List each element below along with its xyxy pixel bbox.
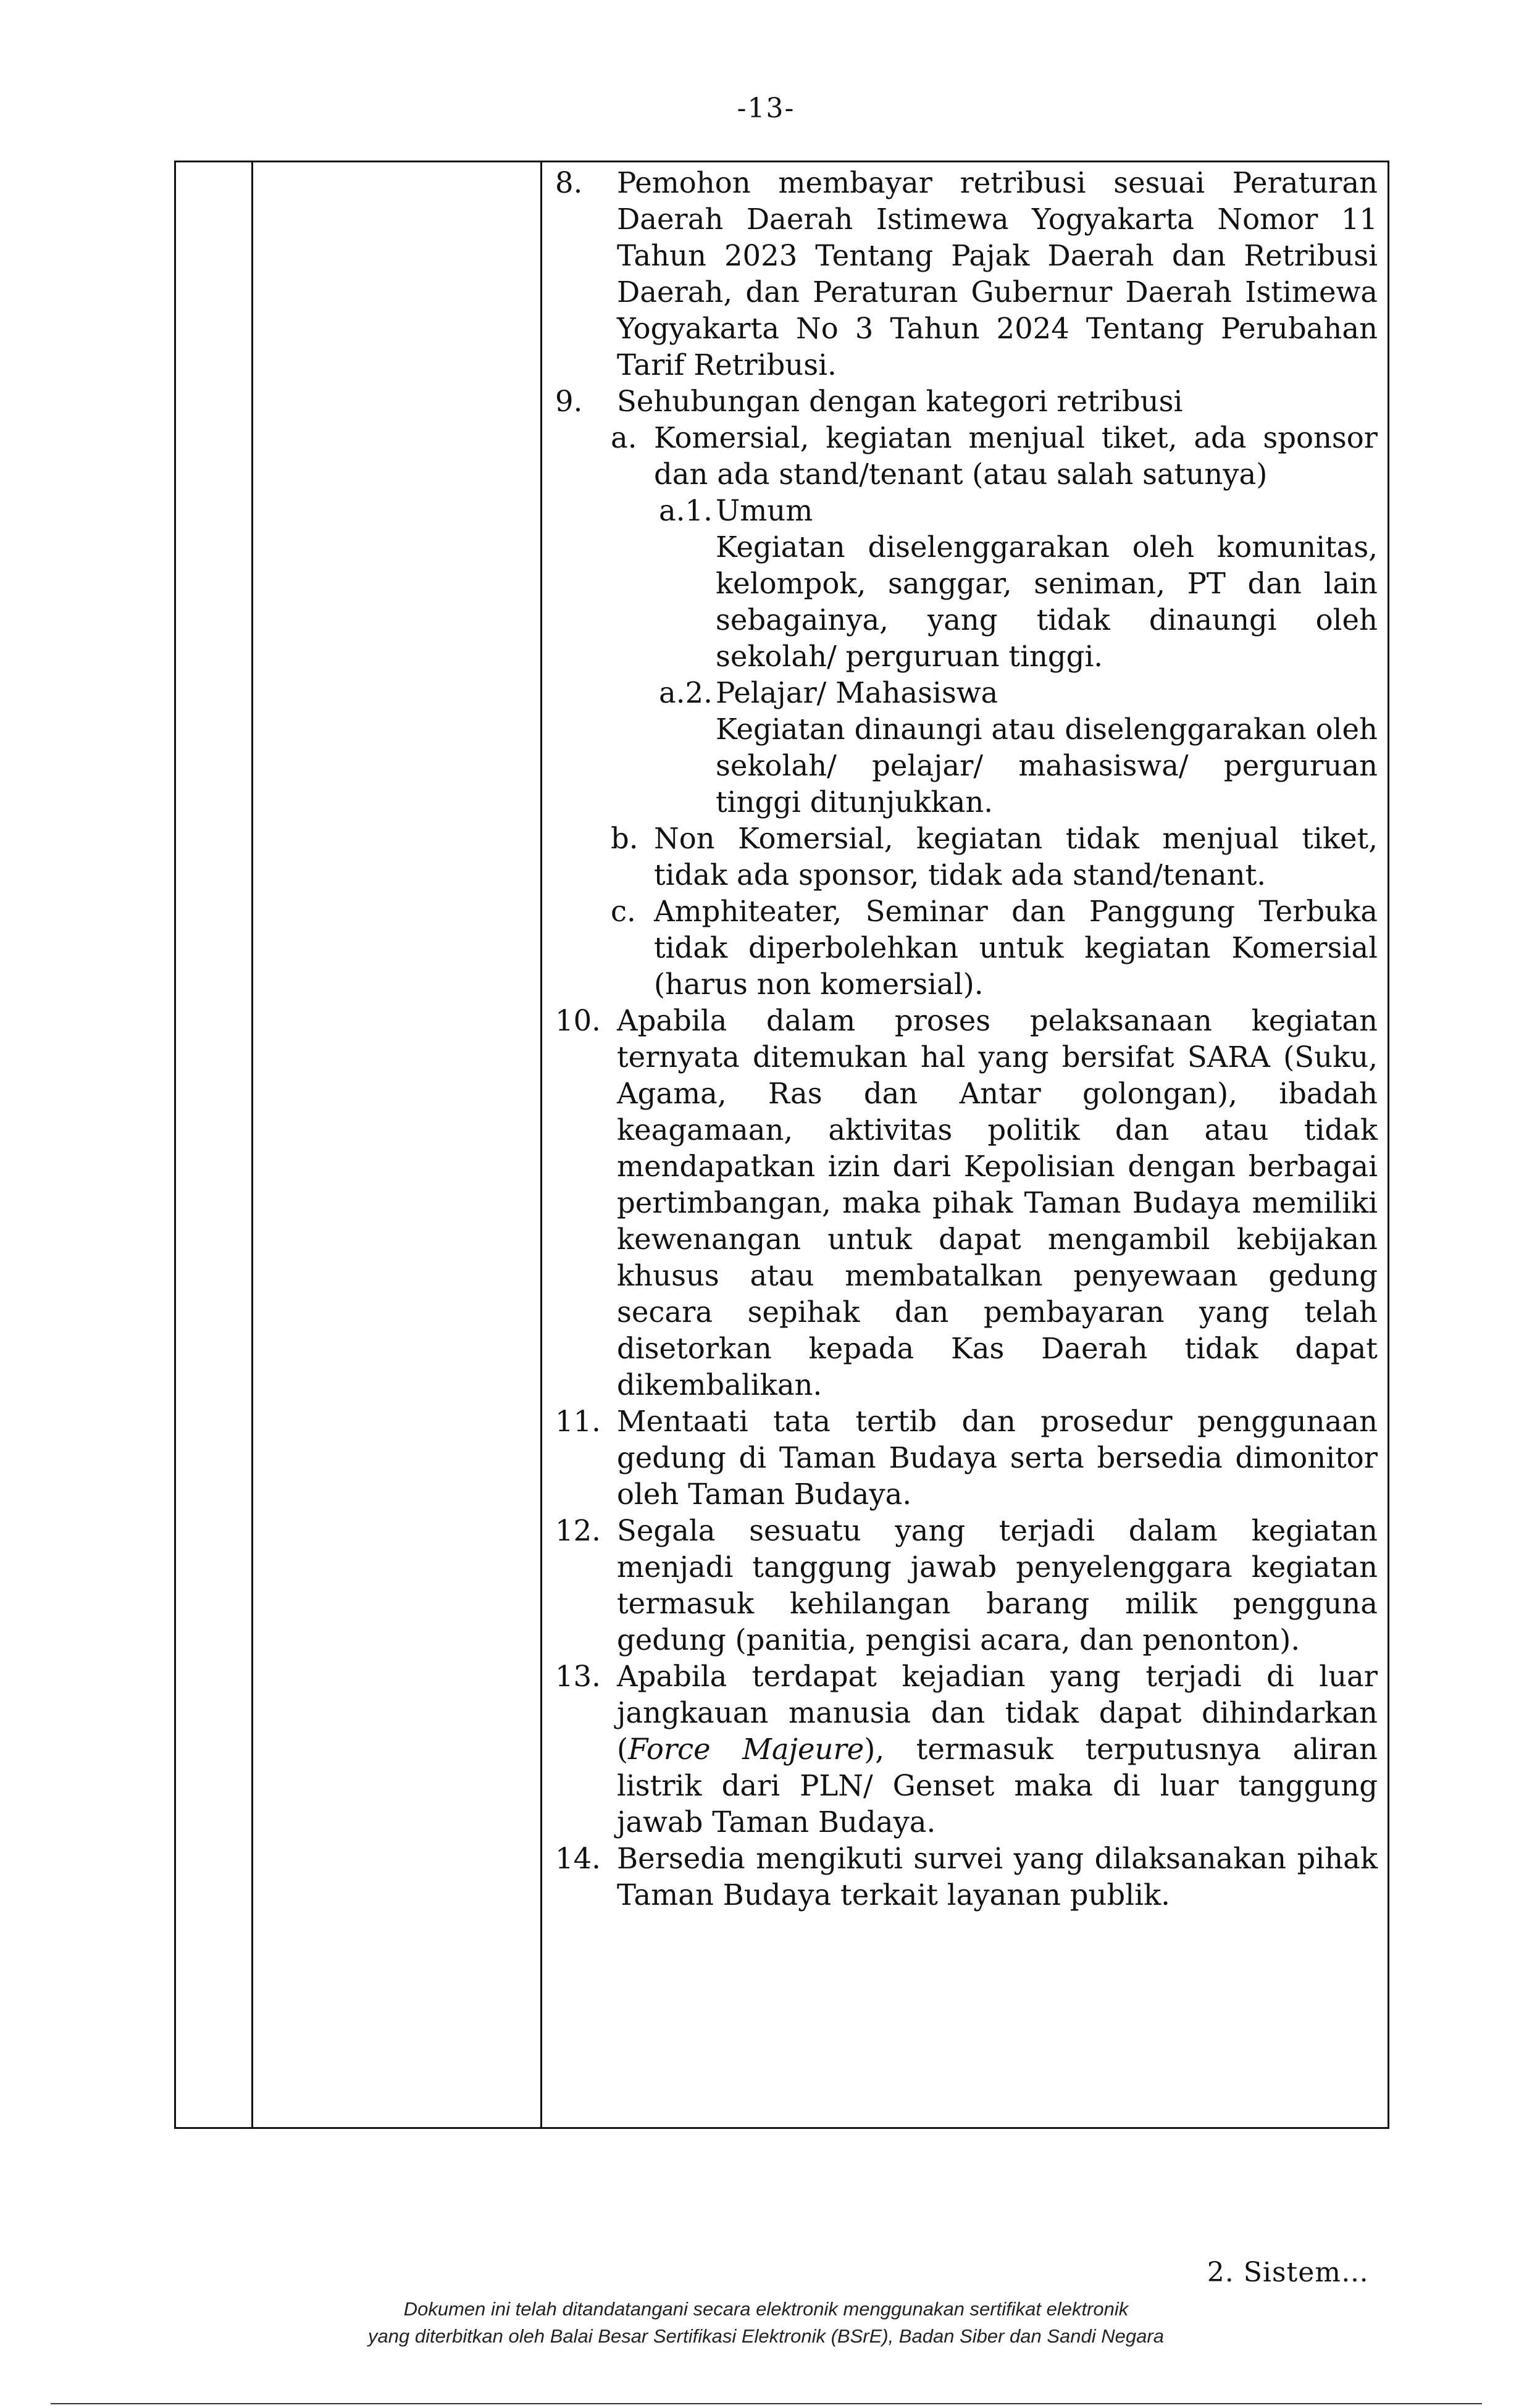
sub-sub-description: Kegiatan dinaungi atau diselenggarakan oleh sekolah/ pelajar/ mahasiswa/ perguruan tinggi ditunjukkan.: [716, 713, 1378, 819]
list-item-12: [555, 1513, 1378, 1658]
item-text: Mentaati tata tertib dan prosedur penggunaan gedung di Taman Budaya serta bersedia dimonitor oleh Taman Budaya.: [617, 1405, 1378, 1511]
item-text-before: Apabila terdapat kejadian yang terjadi di luar jangkauan manusia dan tidak dapat dihindarkan (: [617, 1660, 1378, 1766]
sub-letter: a.: [611, 421, 637, 454]
item-text: Sehubungan dengan kategori retribusi: [617, 385, 1183, 418]
list-item-13: [555, 1658, 1378, 1841]
item-text: Bersedia mengikuti survei yang dilaksanakan pihak Taman Budaya terkait layanan publik.: [617, 1842, 1378, 1912]
requirements-table: [174, 161, 1389, 2129]
item-text: Segala sesuatu yang terjadi dalam kegiatan menjadi tanggung jawab penyelenggara kegiatan termasuk kehilangan barang milik pengguna gedung (panitia, pengisi acara, dan penonton).: [617, 1514, 1378, 1657]
item-text: Pemohon membayar retribusi sesuai Peraturan Daerah Daerah Istimewa Yogyakarta Nomor 11 Tahun 2023 Tentang Pajak Daerah dan Retribusi Daerah, dan Peraturan Gubernur Daerah Istimewa Yogyakarta No 3 Tahun 2024 Tentang Perubahan Tarif Retribusi.: [617, 166, 1378, 382]
sub-sub-item-a2: [555, 675, 1378, 711]
list-item-9: [555, 383, 1378, 420]
item-text-after: ), termasuk terputusnya aliran listrik dari PLN/ Genset maka di luar tanggung jawab Taman Budaya.: [617, 1733, 1378, 1839]
sub-item-c: [555, 893, 1378, 1003]
page-number: -13-: [737, 93, 795, 124]
item-number: 10.: [555, 1004, 601, 1037]
bottom-divider: [51, 2403, 1482, 2404]
item-number: 11.: [555, 1405, 601, 1438]
next-page-reference: 2. Sistem…: [1207, 2257, 1369, 2288]
sub-text: Amphiteater, Seminar dan Panggung Terbuka tidak diperbolehkan untuk kegiatan Komersial (harus non komersial).: [654, 895, 1378, 1001]
sub-sub-item-a1: [555, 493, 1378, 529]
sub-sub-title: Umum: [716, 494, 813, 527]
sub-letter: b.: [611, 822, 638, 855]
list-item-11: [555, 1403, 1378, 1513]
sub-letter: c.: [611, 895, 636, 928]
item-number: 8.: [555, 166, 583, 199]
force-majeure-term: Force Majeure: [628, 1733, 864, 1766]
sub-item-a: [555, 420, 1378, 493]
sub-sub-description: Kegiatan diselenggarakan oleh komunitas, kelompok, sanggar, seniman, PT dan lain sebagainya, yang tidak dinaungi oleh sekolah/ perguruan tinggi.: [716, 530, 1378, 673]
footer-line-2: yang diterbitkan oleh Balai Besar Sertifikasi Elektronik (BSrE), Badan Siber dan Sandi Negara: [368, 2325, 1164, 2347]
item-number: 14.: [555, 1842, 601, 1875]
sub-sub-code: a.2.: [659, 676, 713, 709]
footer-line-1: Dokumen ini telah ditandatangani secara elektronik menggunakan sertifikat elektronik: [403, 2298, 1129, 2320]
sub-text: Komersial, kegiatan menjual tiket, ada sponsor dan ada stand/tenant (atau salah satunya): [654, 421, 1378, 491]
list-item-14: [555, 1841, 1378, 1913]
column-divider-1: [251, 162, 253, 2127]
item-number: 12.: [555, 1514, 601, 1547]
sub-sub-title: Pelajar/ Mahasiswa: [716, 676, 998, 709]
item-text: [617, 1658, 1378, 1841]
list-item-10: [555, 1003, 1378, 1403]
list-item-8: [555, 165, 1378, 383]
e-signature-notice: [0, 2296, 1532, 2350]
sub-sub-code: a.1.: [659, 494, 713, 527]
item-text: Apabila dalam proses pelaksanaan kegiatan ternyata ditemukan hal yang bersifat SARA (Suku, Agama, Ras dan Antar golongan), ibadah keagamaan, aktivitas politik dan atau tidak mendapatkan izin dari Kepolisian dengan berbagai pertimbangan, maka pihak Taman Budaya memiliki kewenangan untuk dapat mengambil kebijakan khusus atau membatalkan penyewaan gedung secara sepihak dan pembayaran yang telah disetorkan kepada Kas Daerah tidak dapat dikembalikan.: [617, 1004, 1378, 1402]
column-divider-2: [540, 162, 542, 2127]
sub-item-b: [555, 821, 1378, 893]
item-number: 9.: [555, 385, 583, 418]
sub-text: Non Komersial, kegiatan tidak menjual tiket, tidak ada sponsor, tidak ada stand/tenant.: [654, 822, 1378, 892]
item-number: 13.: [555, 1660, 601, 1693]
requirements-list: [555, 165, 1378, 1913]
